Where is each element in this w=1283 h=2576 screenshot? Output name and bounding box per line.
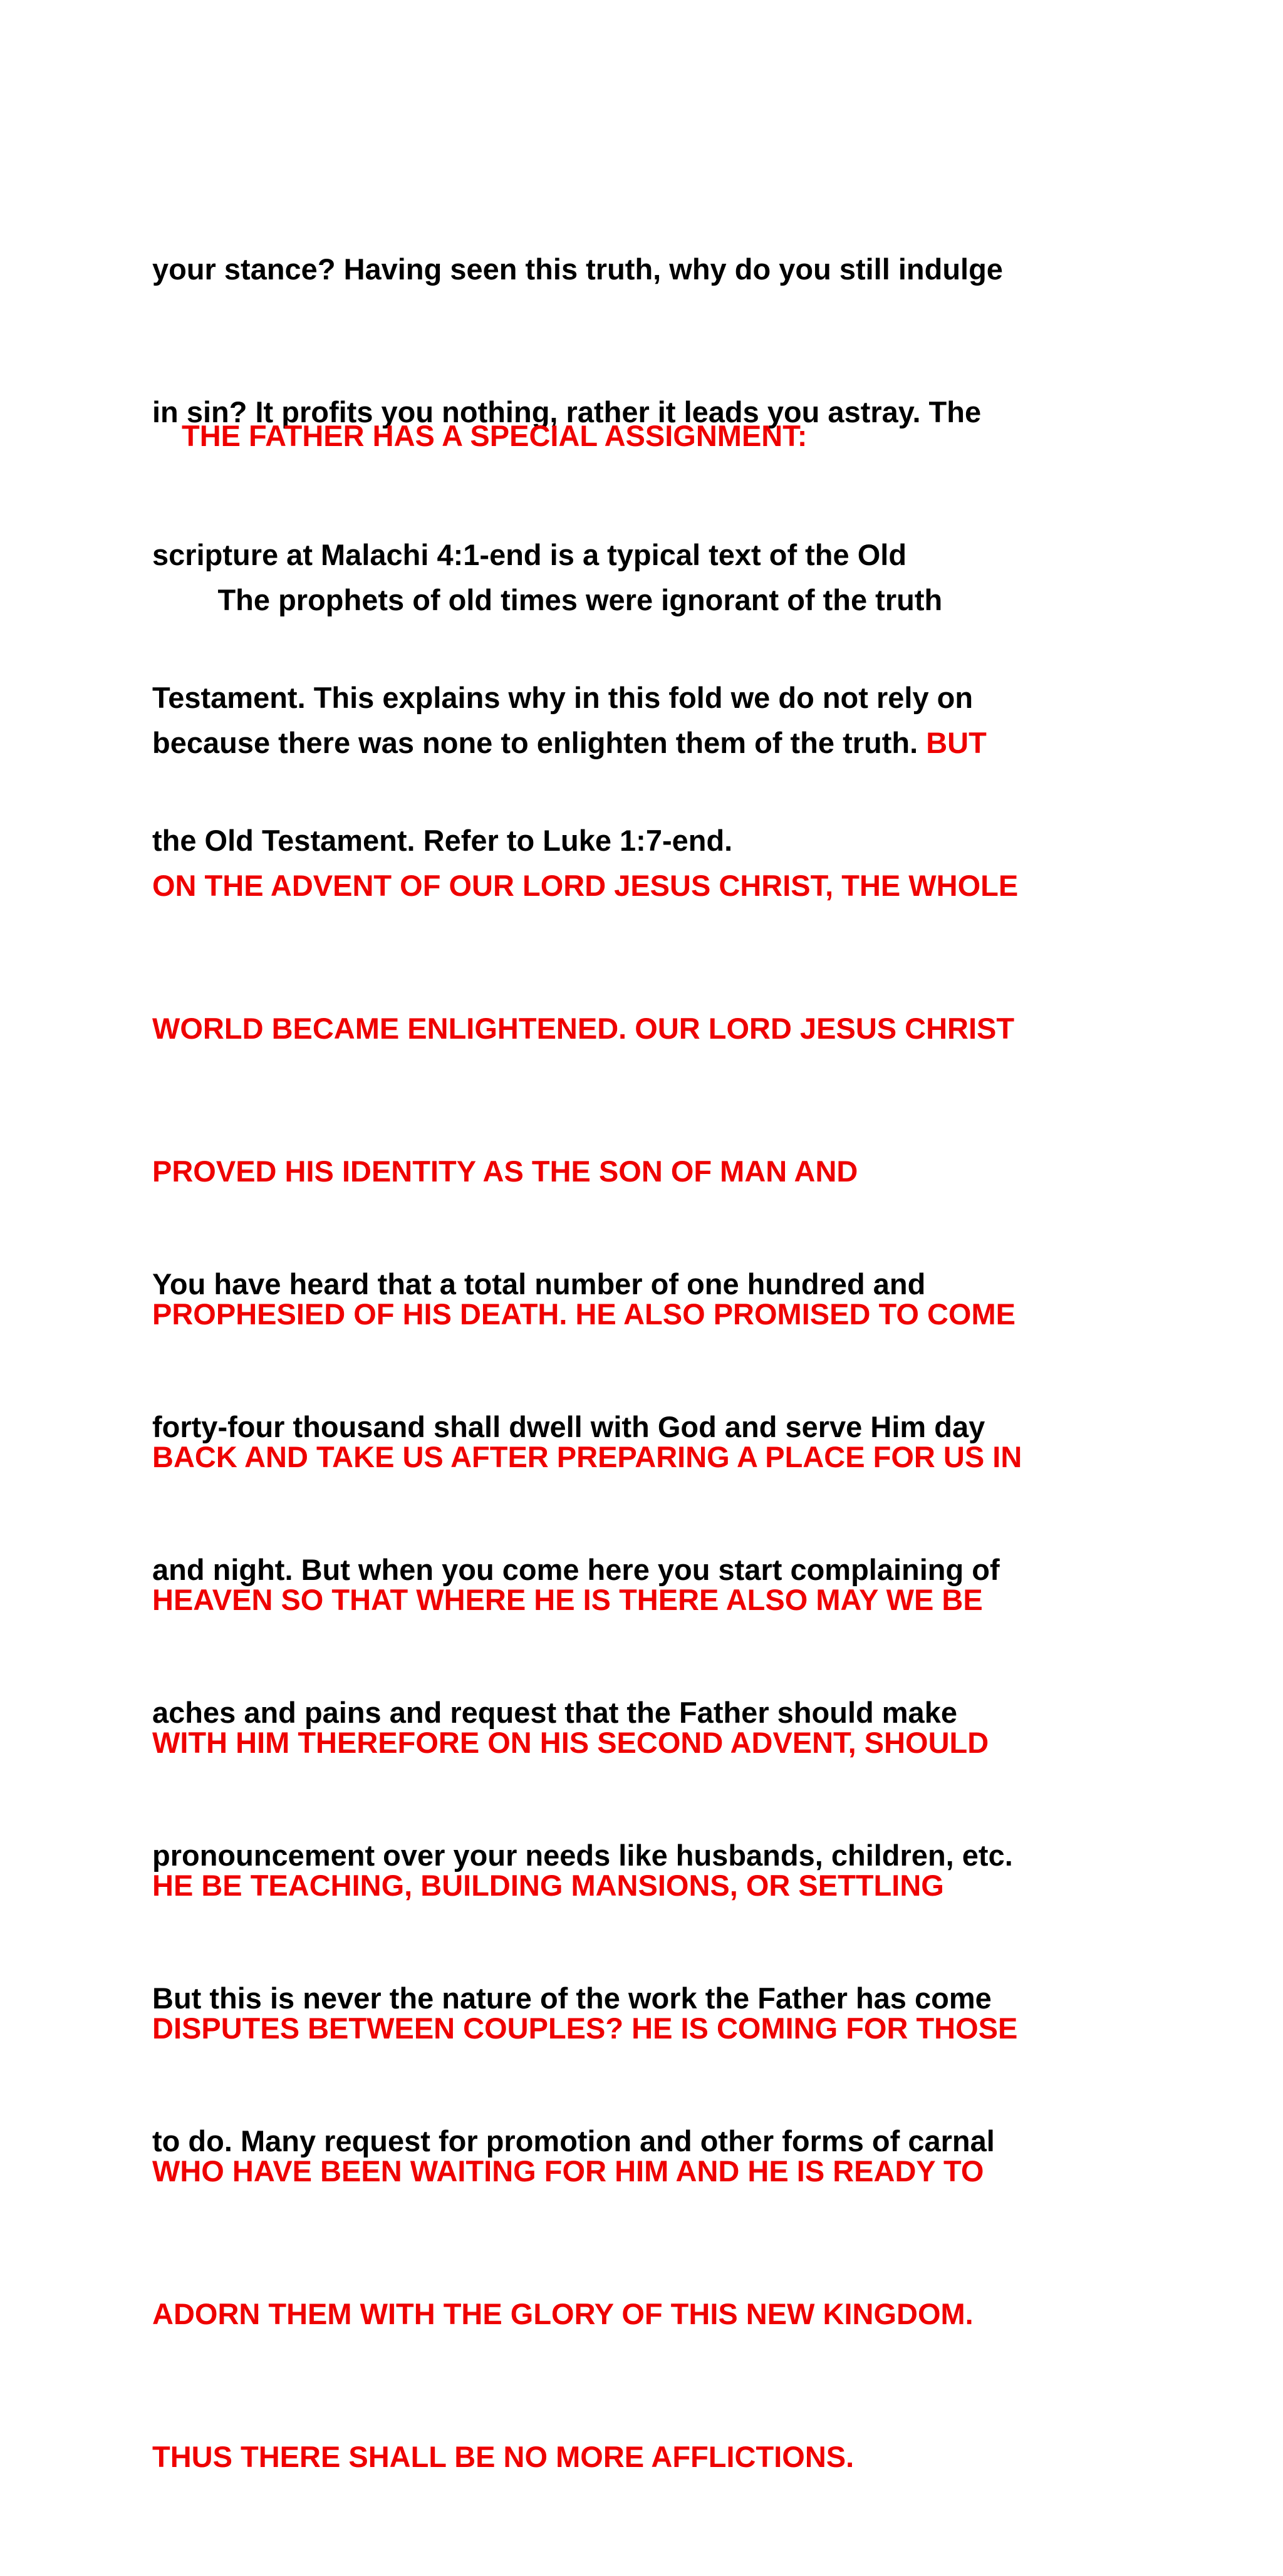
paragraph-line: the Old Testament. Refer to Luke 1:7-end. [152,824,733,857]
paragraph-line: aches and pains and request that the Father should make [152,1696,957,1729]
emphasis-text: BUT [926,726,987,759]
emphasis-line: WITH HIM THEREFORE ON HIS SECOND ADVENT, SHOULD [152,1726,989,1759]
section-heading: THE FATHER HAS A SPECIAL ASSIGNMENT: [182,419,808,452]
emphasis-line: WORLD BECAME ENLIGHTENED. OUR LORD JESUS CHRIST [152,1012,1015,1045]
paragraph-text: because there was none to enlighten them of the truth. [152,726,927,759]
emphasis-line: THUS THERE SHALL BE NO MORE AFFLICTIONS. [152,2440,854,2473]
paragraph-line: pronouncement over your needs like husbands, children, etc. [152,1839,1013,1872]
emphasis-line: HEAVEN SO THAT WHERE HE IS THERE ALSO MAY WE BE [152,1583,983,1616]
paragraph-line-mixed [152,719,1148,767]
paragraph-line: forty-four thousand shall dwell with God and serve Him day [152,1410,985,1443]
paragraph-line: in sin? It profits you nothing, rather it leads you astray. The [152,395,982,428]
paragraph-3 [152,1165,1148,2260]
paragraph-line: and night. But when you come here you start complaining of [152,1553,1000,1586]
paragraph-line: You have heard that a total number of one hundred and [152,1267,926,1301]
paragraph-line: to do. Many request for promotion and other forms of carnal [152,2124,995,2158]
paragraph-line: Testament. This explains why in this fold we do not rely on [152,681,974,714]
emphasis-line: PROPHESIED OF HIS DEATH. HE ALSO PROMISED TO COME [152,1297,1015,1331]
paragraph-line: scripture at Malachi 4:1-end is a typical text of the Old [152,538,907,571]
emphasis-line: WHO HAVE BEEN WAITING FOR HIM AND HE IS READY TO [152,2154,984,2188]
emphasis-line: ADORN THEM WITH THE GLORY OF THIS NEW KINGDOM. [152,2297,974,2330]
paragraph-line: your stance? Having seen this truth, why do you still indulge [152,252,1003,286]
emphasis-line: ON THE ADVENT OF OUR LORD JESUS CHRIST, THE WHOLE [152,869,1019,902]
emphasis-line: BACK AND TAKE US AFTER PREPARING A PLACE FOR US IN [152,1440,1022,1473]
paragraph-line: But this is never the nature of the work the Father has come [152,1981,992,2015]
paragraph-line: The prophets of old times were ignorant of the truth [152,583,943,616]
emphasis-line: PROVED HIS IDENTITY AS THE SON OF MAN AND [152,1155,858,1188]
emphasis-line: HE BE TEACHING, BUILDING MANSIONS, OR SETTLING [152,1869,944,1902]
emphasis-line: DISPUTES BETWEEN COUPLES? HE IS COMING FOR THOSE [152,2012,1018,2045]
